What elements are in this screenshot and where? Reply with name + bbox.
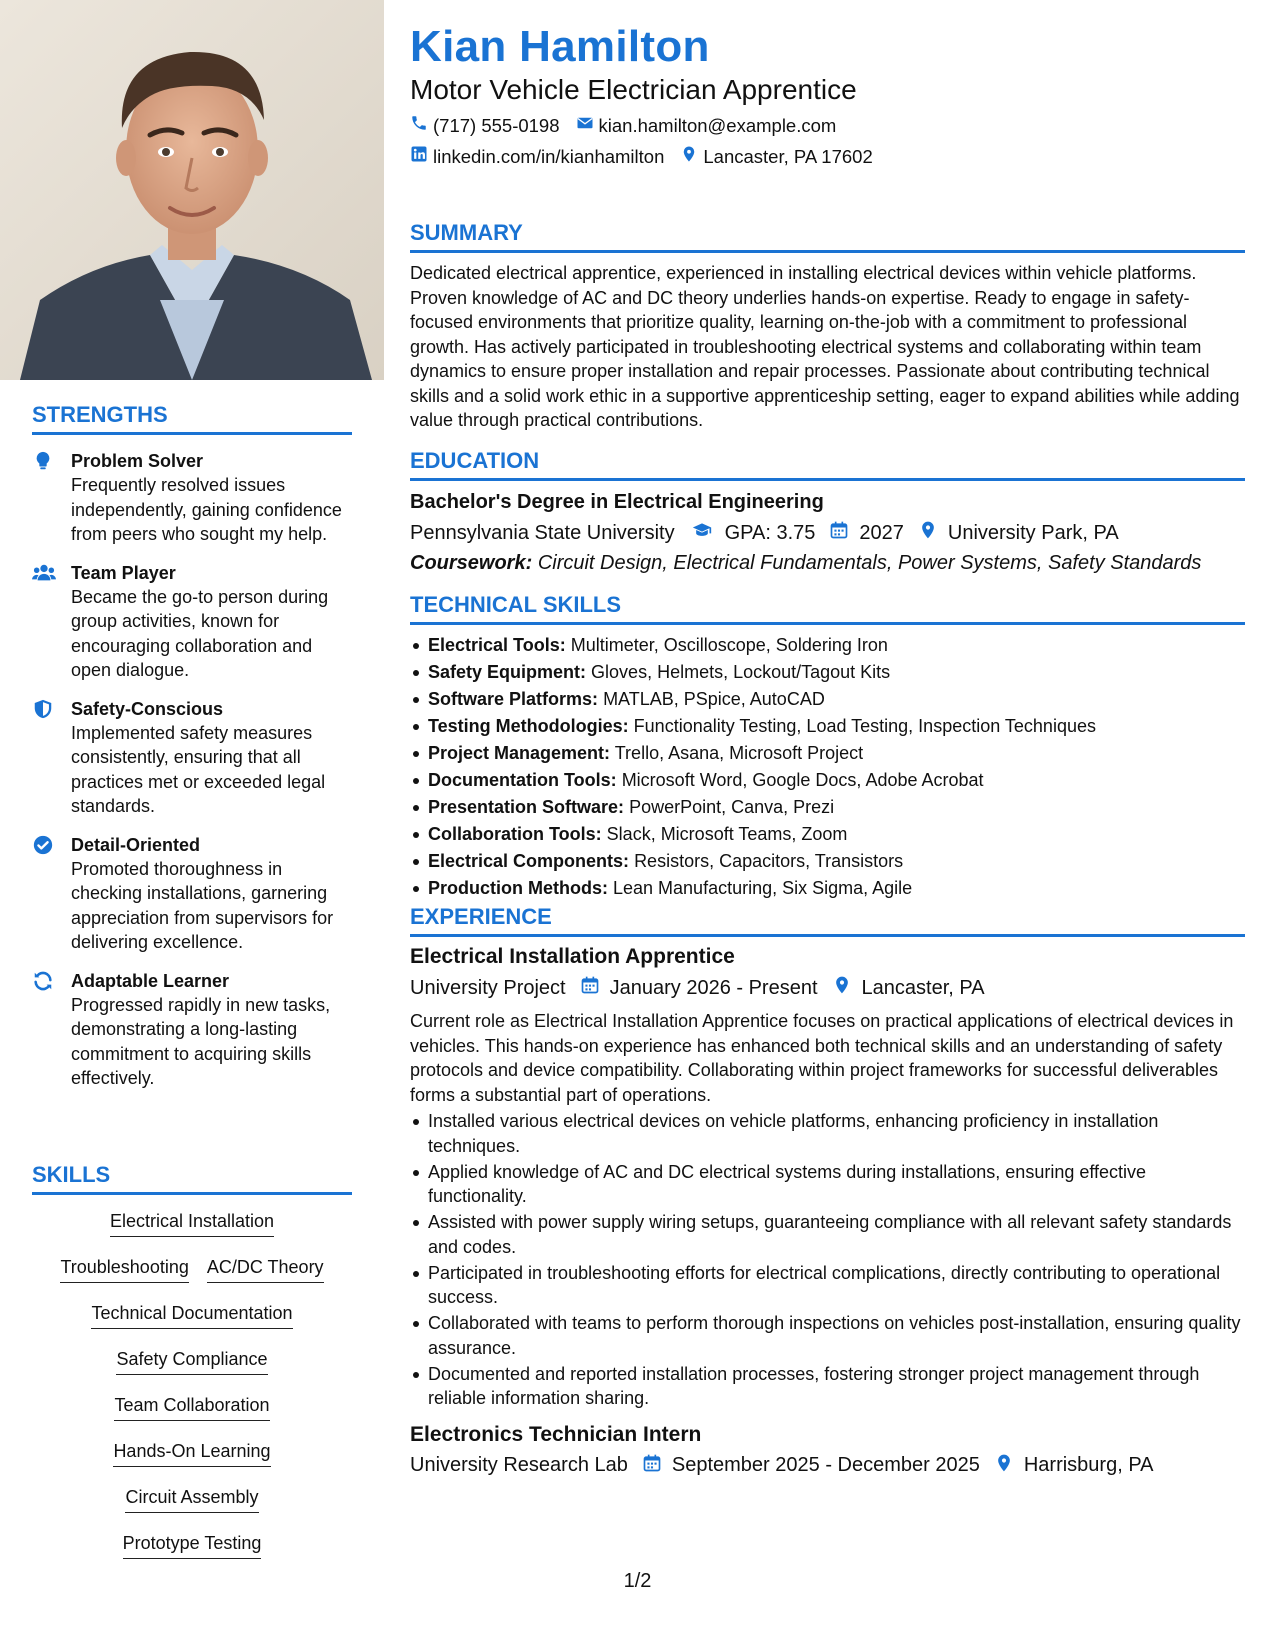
coursework-text: Circuit Design, Electrical Fundamentals, Power Systems, Safety Standards <box>537 552 1202 574</box>
strength-item <box>32 449 352 547</box>
job-dates: September 2025 - December 2025 <box>642 1453 980 1479</box>
school-name: Pennsylvania State University <box>410 521 675 544</box>
year-field <box>829 520 904 546</box>
job-bullet: Documented and reported installation processes, fostering stronger project management through reliable information sharing. <box>410 1362 1245 1411</box>
education-title: EDUCATION <box>410 448 1245 481</box>
tech-skill-item: Safety Equipment: Gloves, Helmets, Lockout/Tagout Kits <box>410 660 1245 685</box>
strength-desc: Implemented safety measures consistently, ensuring that all practices met or exceeded legal standards. <box>71 722 326 816</box>
skill-chip: Circuit Assembly <box>125 1485 258 1513</box>
map-pin-icon <box>918 520 938 546</box>
strength-name: Safety-Conscious <box>71 698 224 719</box>
job-meta <box>410 975 1245 1001</box>
strength-item <box>32 969 352 1091</box>
technical-skills-section <box>410 592 1245 903</box>
calendar-icon <box>642 1453 662 1479</box>
email-text: kian.hamilton@example.com <box>598 114 837 136</box>
shield-icon <box>32 698 54 720</box>
gpa-field <box>689 520 816 546</box>
linkedin-icon <box>410 145 428 168</box>
skill-chip: Troubleshooting <box>60 1255 188 1283</box>
contact-row-2 <box>410 145 879 168</box>
summary-text: Dedicated electrical apprentice, experienced in installing electrical devices within vehicle platforms. Proven knowledge of AC and DC theory underlies hands-on expertise. Ready to engage in safety-focused environments that prioritize quality, learning on-the-job with a commitment to professional growth. Has actively participated in troubleshooting electrical systems and collaborating within team dynamics to ensure proper installation and repair processes. Passionate about contributing technical skills and a solid work ethic in a supportive apprenticeship setting, eager to expand abilities while adding value through practical contributions. <box>410 263 1240 430</box>
technical-skills-title: TECHNICAL SKILLS <box>410 592 1245 625</box>
job-bullet: Installed various electrical devices on vehicle platforms, enhancing proficiency in installation techniques. <box>410 1109 1245 1158</box>
profile-photo <box>0 0 384 380</box>
skill-chip: Hands-On Learning <box>113 1439 270 1467</box>
strengths-title: STRENGTHS <box>32 402 352 435</box>
check-badge-icon <box>32 834 54 856</box>
linkedin-contact[interactable] <box>410 145 664 168</box>
tech-skill-item: Collaboration Tools: Slack, Microsoft Teams, Zoom <box>410 822 1245 847</box>
job-bullet: Collaborated with teams to perform thorough inspections on vehicles post-installation, ensuring quality assurance. <box>410 1311 1245 1360</box>
strength-name: Team Player <box>71 562 176 583</box>
lightbulb-icon <box>32 450 54 472</box>
strength-item <box>32 561 352 683</box>
experience-title: EXPERIENCE <box>410 904 1245 937</box>
skills-section <box>32 1162 352 1559</box>
candidate-role: Motor Vehicle Electrician Apprentice <box>410 74 857 105</box>
tech-skill-item: Project Management: Trello, Asana, Microsoft Project <box>410 741 1245 766</box>
candidate-name: Kian Hamilton <box>410 22 710 71</box>
tech-skill-item: Electrical Components: Resistors, Capacitors, Transistors <box>410 849 1245 874</box>
contact-row-1 <box>410 114 842 137</box>
users-icon <box>32 562 54 584</box>
tech-skill-item: Software Platforms: MATLAB, PSpice, AutoCAD <box>410 687 1245 712</box>
education-location-text: University Park, PA <box>947 521 1119 544</box>
education-meta <box>410 520 1245 546</box>
location-text: Lancaster, PA 17602 <box>703 145 873 167</box>
page-number: 1/2 <box>623 1570 652 1592</box>
skill-chip: Prototype Testing <box>123 1531 262 1559</box>
strength-desc: Frequently resolved issues independently, gaining confidence from peers who sought my help. <box>71 475 342 544</box>
skill-chip: Safety Compliance <box>116 1347 267 1375</box>
job-org: University Project <box>410 976 566 999</box>
email-icon <box>576 114 594 137</box>
job-location: Lancaster, PA <box>832 975 985 1001</box>
left-column <box>0 0 384 1650</box>
coursework-label: Coursework: <box>410 552 533 574</box>
map-pin-icon <box>832 975 852 1001</box>
job-org: University Research Lab <box>410 1454 628 1476</box>
strength-item <box>32 833 352 955</box>
job-bullets <box>410 1109 1245 1411</box>
coursework <box>410 552 1245 575</box>
phone-text: (717) 555-0198 <box>433 114 560 136</box>
job-title: Electronics Technician Intern <box>410 1422 702 1446</box>
phone-icon <box>410 114 428 137</box>
summary-title: SUMMARY <box>410 220 1245 253</box>
skills-list <box>32 1209 352 1559</box>
tech-skill-item: Documentation Tools: Microsoft Word, Google Docs, Adobe Acrobat <box>410 768 1245 793</box>
job-location: Harrisburg, PA <box>994 1453 1154 1479</box>
map-pin-icon <box>680 145 698 168</box>
job-bullet: Assisted with power supply wiring setups, guaranteeing compliance with all relevant safety standards and codes. <box>410 1210 1245 1259</box>
calendar-icon <box>580 975 600 1001</box>
calendar-icon <box>829 520 849 546</box>
skill-chip: Technical Documentation <box>91 1301 292 1329</box>
tech-skill-item: Presentation Software: PowerPoint, Canva, Prezi <box>410 795 1245 820</box>
job-bullet: Applied knowledge of AC and DC electrical systems during installations, ensuring effective functionality. <box>410 1160 1245 1209</box>
strength-name: Problem Solver <box>71 451 204 471</box>
experience-section <box>410 904 1245 1479</box>
skill-chip: Electrical Installation <box>110 1209 274 1237</box>
job-dates: January 2026 - Present <box>580 975 818 1001</box>
summary-section <box>410 220 1245 433</box>
map-pin-icon <box>994 1453 1014 1479</box>
location-contact <box>680 145 872 168</box>
job-meta <box>410 1453 1245 1479</box>
job-title: Electrical Installation Apprentice <box>410 945 735 968</box>
strength-desc: Progressed rapidly in new tasks, demonstrating a long-lasting commitment to acquiring skills effectively. <box>71 994 331 1088</box>
education-location <box>918 520 1119 546</box>
tech-skill-item: Electrical Tools: Multimeter, Oscilloscope, Soldering Iron <box>410 633 1245 658</box>
skill-chip: Team Collaboration <box>114 1393 269 1421</box>
tech-skill-item: Production Methods: Lean Manufacturing, Six Sigma, Agile <box>410 876 1245 901</box>
skills-title: SKILLS <box>32 1162 352 1195</box>
refresh-icon <box>32 970 54 992</box>
skill-chip: AC/DC Theory <box>207 1255 324 1283</box>
strength-item <box>32 697 352 819</box>
tech-skill-item: Testing Methodologies: Functionality Testing, Load Testing, Inspection Techniques <box>410 714 1245 739</box>
strengths-section <box>32 402 352 1091</box>
strength-desc: Became the go-to person during group activities, known for encouraging collaboration and open dialogue. <box>71 586 329 680</box>
job-description: Current role as Electrical Installation Apprentice focuses on practical applications of electrical devices in vehicles. This hands-on experience has enhanced both technical skills and an understanding of safety protocols and device compatibility. Collaborating within project frameworks for successful deliverables forms a substantial part of operations. <box>410 1011 1234 1105</box>
graduation-cap-icon <box>689 520 715 546</box>
education-section <box>410 448 1245 575</box>
email-contact[interactable] <box>576 114 837 137</box>
strength-name: Detail-Oriented <box>71 834 201 855</box>
strength-name: Adaptable Learner <box>71 970 230 991</box>
degree-name: Bachelor's Degree in Electrical Engineering <box>410 491 824 513</box>
gpa-text: GPA: 3.75 <box>724 521 816 544</box>
linkedin-text: linkedin.com/in/kianhamilton <box>433 145 665 167</box>
year-text: 2027 <box>859 521 904 544</box>
job-bullet: Participated in troubleshooting efforts for electrical complications, directly contributing to operational success. <box>410 1261 1245 1310</box>
phone-contact[interactable] <box>410 114 560 137</box>
strength-desc: Promoted thoroughness in checking installations, garnering appreciation from supervisors for delivering excellence. <box>71 858 334 952</box>
technical-skills-list <box>410 633 1245 901</box>
